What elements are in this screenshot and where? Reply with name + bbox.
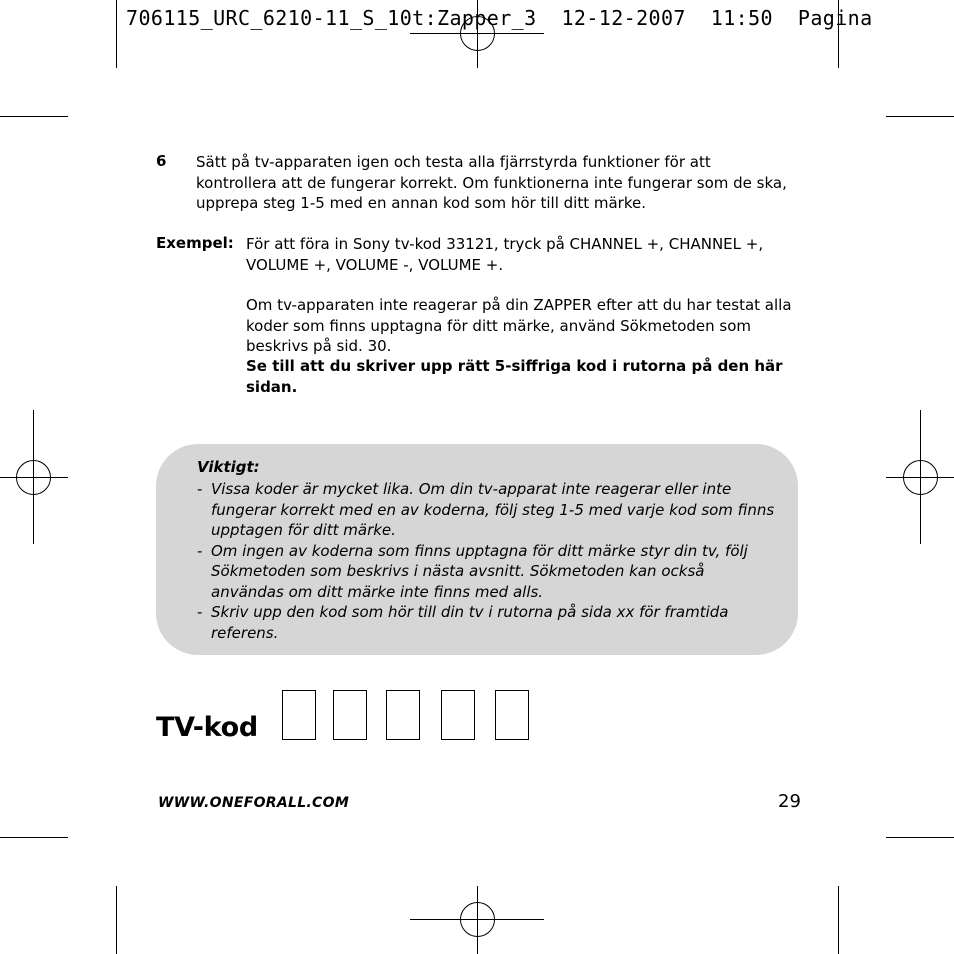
website-url: WWW.ONEFORALL.COM (158, 795, 350, 811)
important-title: Viktigt: (197, 458, 260, 476)
list-item-text: Skriv upp den kod som hör till din tv i rutorna på sida xx för framtida referens. (211, 603, 729, 642)
print-slug-header (126, 6, 873, 30)
list-item (197, 479, 777, 541)
list-item-text: Om ingen av koderna som finns upptagna för ditt märke styr din tv, följ Sökmetoden som beskrivs i nästa avsnitt. Sökmetoden kan också användas om ditt märke inte finns med alls. (211, 541, 748, 601)
slug-page-word: Pagina (797, 6, 873, 30)
code-digit-box[interactable] (282, 690, 316, 740)
list-item (197, 602, 777, 643)
page-number: 29 (778, 791, 801, 812)
example-label: Exempel: (156, 234, 234, 252)
list-item-text: Vissa koder är mycket lika. Om din tv-apparat inte reagerar eller inte fungerar korrekt med en av koderna, följ steg 1-5 med varje kod som finns upptagen för ditt märke. (211, 480, 775, 539)
step-text: Sätt på tv-apparaten igen och testa alla fjärrstyrda funktioner för att kontrollera att de fungerar korrekt. Om funktionerna inte fungerar som de ska, upprepa steg 1-5 med en annan kod som hör till ditt märke. (196, 153, 787, 212)
tv-code-label: TV-kod (156, 712, 258, 743)
code-digit-box[interactable] (386, 690, 420, 740)
code-digit-box[interactable] (441, 690, 475, 740)
slug-date: 12-12-2007 (561, 6, 686, 30)
step-number: 6 (156, 152, 167, 170)
slug-filename: 706115_URC_6210-11_S_10t:Zapper_3 (126, 6, 537, 30)
example-note: Om tv-apparaten inte reagerar på din ZAPPER efter att du har testat alla koder som finns upptagna för ditt märke, använd Sökmetoden som beskrivs på sid. 30. (246, 296, 792, 355)
example-bold-note: Se till att du skriver upp rätt 5-siffriga kod i rutorna på den här sidan. (246, 357, 783, 396)
list-dash: - (197, 603, 203, 621)
slug-time: 11:50 (710, 6, 773, 30)
list-dash: - (197, 541, 203, 560)
list-item (197, 541, 777, 603)
code-digit-box[interactable] (495, 690, 529, 740)
important-list (197, 479, 777, 643)
code-digit-box[interactable] (333, 690, 367, 740)
list-dash: - (197, 480, 203, 498)
example-text: För att föra in Sony tv-kod 33121, tryck på CHANNEL +, CHANNEL +, VOLUME +, VOLUME -, VOLUME +. (246, 235, 764, 274)
